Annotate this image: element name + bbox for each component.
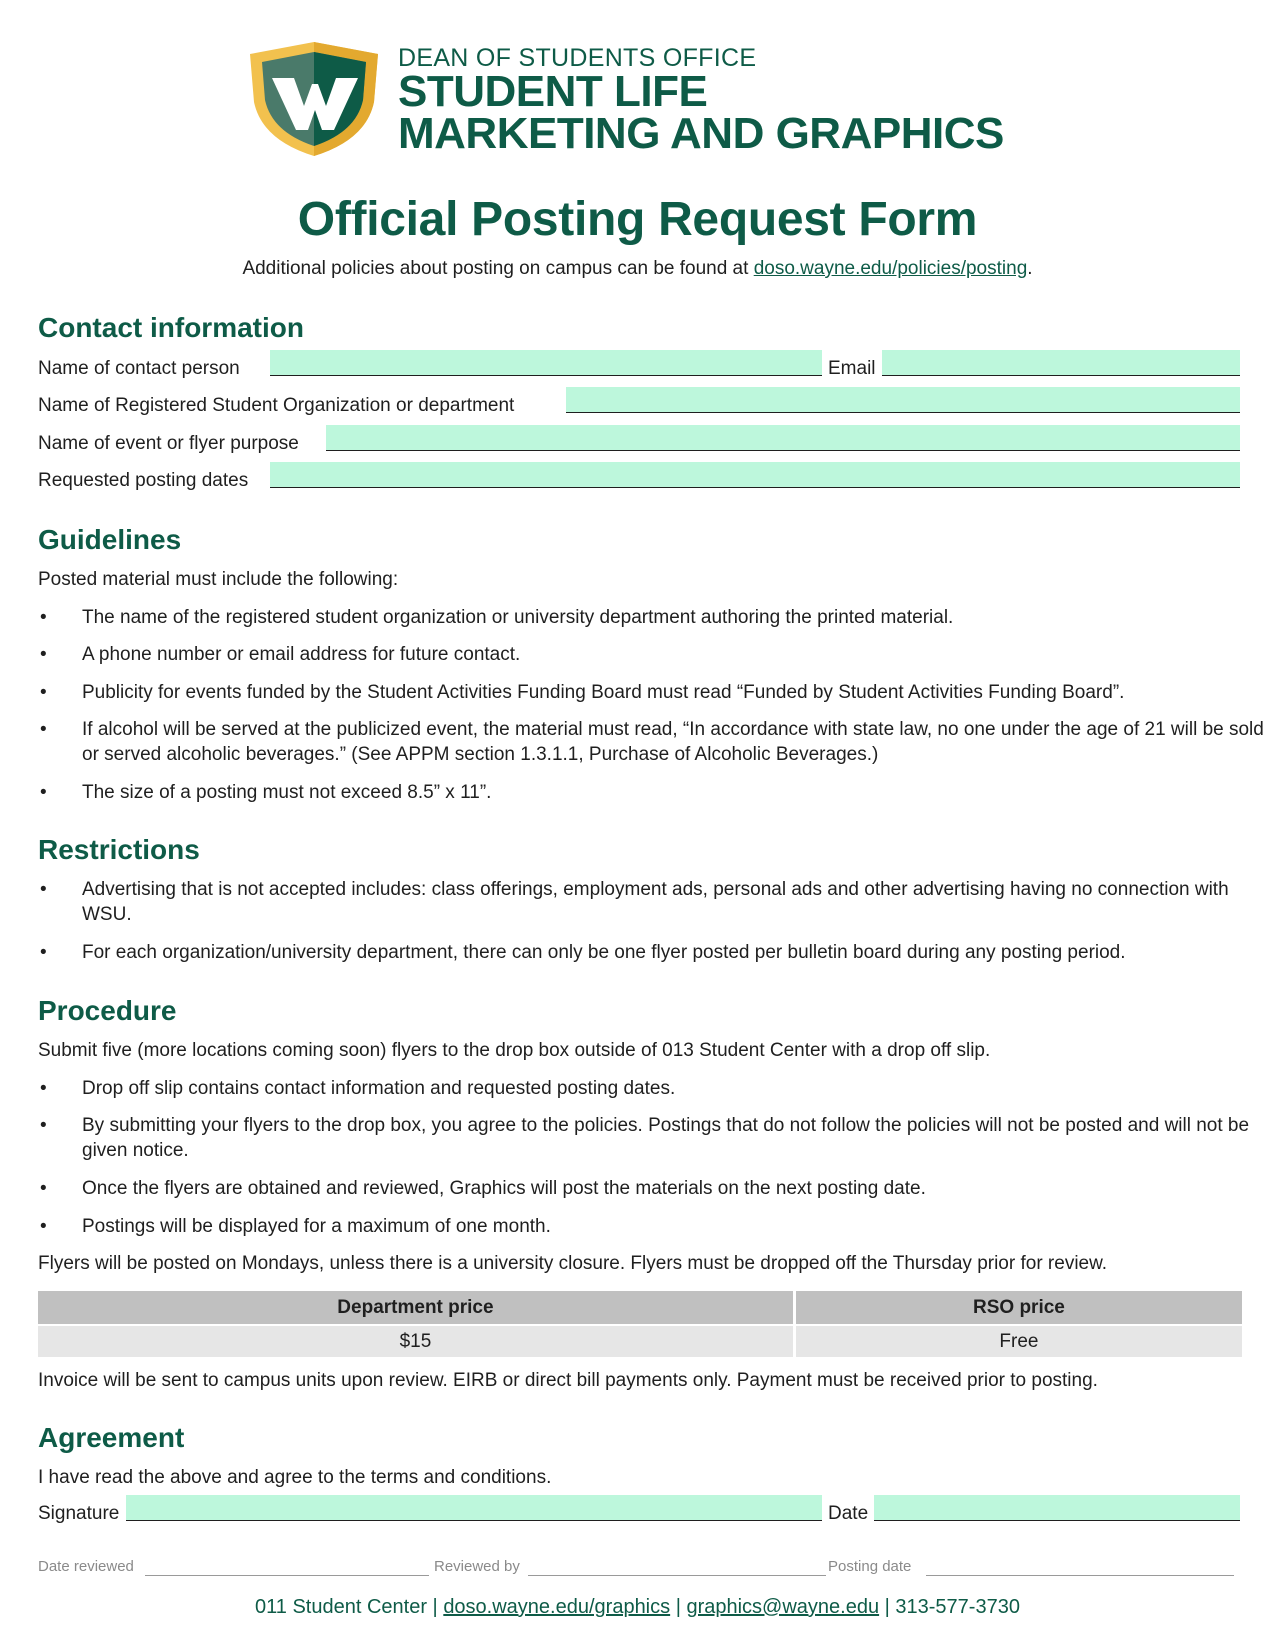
- agreement-date-field[interactable]: [874, 1495, 1240, 1521]
- contact-name-field[interactable]: [270, 350, 822, 376]
- list-item-text: Advertising that is not accepted includes: class offerings, employment ads, personal ads and other advertising having no connection with WSU.: [82, 879, 1229, 925]
- rso-price-header: RSO price: [794, 1291, 1242, 1325]
- signature-field[interactable]: [126, 1495, 822, 1521]
- brand-line-2: MARKETING AND GRAPHICS: [398, 109, 1004, 158]
- list-item-text: Postings will be displayed for a maximum of one month.: [82, 1216, 551, 1237]
- rso-price-value: Free: [794, 1325, 1242, 1357]
- list-item-text: If alcohol will be served at the publicized event, the material must read, “In accordance with state law, no one under the age of 21 will be sold or served alcoholic beverages.” (See APPM section 1.3.1.1, Purchase of Alcoholic Beverages.): [82, 719, 1264, 765]
- footer-sep: |: [427, 1596, 444, 1618]
- price-table: [38, 1291, 1242, 1357]
- footer-sep: |: [879, 1596, 896, 1618]
- event-field[interactable]: [326, 425, 1240, 451]
- list-item-text: Drop off slip contains contact information and requested posting dates.: [82, 1078, 676, 1099]
- guidelines-heading: Guidelines: [38, 524, 182, 555]
- agreement-date-label: Date: [828, 1503, 869, 1524]
- event-label: Name of event or flyer purpose: [38, 433, 299, 454]
- date-reviewed-label: Date reviewed: [38, 1558, 134, 1575]
- signature-label: Signature: [38, 1503, 120, 1524]
- brand-line-1: STUDENT LIFE: [398, 67, 708, 116]
- email-label: Email: [828, 358, 876, 379]
- page-title: Official Posting Request Form: [297, 193, 978, 246]
- restrictions-heading: Restrictions: [38, 834, 200, 865]
- footer-contact: [0, 1596, 1275, 1619]
- list-item-text: By submitting your flyers to the drop box, you agree to the policies. Postings that do not follow the policies will not be posted and will not be given notice.: [82, 1115, 1250, 1161]
- list-item-text: The size of a posting must not exceed 8.5” x 11”.: [82, 782, 492, 803]
- footer-website-link[interactable]: doso.wayne.edu/graphics: [443, 1596, 671, 1618]
- list-item-text: For each organization/university department, there can only be one flyer posted per bulletin board during any posting period.: [82, 942, 1126, 963]
- posting-date-label: Posting date: [828, 1558, 912, 1575]
- list-item-text: Publicity for events funded by the Student Activities Funding Board must read “Funded by Student Activities Funding Board”.: [82, 682, 1125, 703]
- org-field[interactable]: [566, 387, 1240, 413]
- footer-sep: |: [670, 1596, 687, 1618]
- procedure-heading: Procedure: [38, 995, 177, 1026]
- procedure-intro: Submit five (more locations coming soon) flyers to the drop box outside of 013 Student Center with a drop off slip.: [38, 1040, 991, 1061]
- payment-note: Invoice will be sent to campus units upon review. EIRB or direct bill payments only. Payment must be received prior to posting.: [38, 1370, 1098, 1391]
- department-price-header: Department price: [38, 1291, 794, 1325]
- office-name: DEAN OF STUDENTS OFFICE: [398, 44, 757, 72]
- footer-email-link[interactable]: graphics@wayne.edu: [686, 1596, 880, 1618]
- list-item-text: A phone number or email address for future contact.: [82, 644, 521, 665]
- reviewed-by-line[interactable]: [528, 1575, 826, 1576]
- subtitle: [0, 258, 1275, 280]
- agreement-statement: I have read the above and agree to the terms and conditions.: [38, 1467, 552, 1488]
- table-header-row: [38, 1291, 1242, 1325]
- reviewed-by-label: Reviewed by: [434, 1558, 520, 1575]
- dates-label: Requested posting dates: [38, 470, 249, 491]
- posting-schedule: Flyers will be posted on Mondays, unless there is a university closure. Flyers must be dropped off the Thursday prior for review.: [38, 1253, 1108, 1274]
- footer-phone: 313-577-3730: [895, 1596, 1020, 1618]
- org-label: Name of Registered Student Organization or department: [38, 395, 515, 416]
- footer-address: 011 Student Center: [255, 1596, 427, 1618]
- posting-date-line[interactable]: [926, 1575, 1234, 1576]
- agreement-heading: Agreement: [38, 1422, 185, 1453]
- brand-block: [398, 44, 1004, 156]
- contact-name-label: Name of contact person: [38, 358, 240, 379]
- list-item-text: The name of the registered student organization or university department authoring the printed material.: [82, 607, 954, 628]
- date-reviewed-line[interactable]: [145, 1575, 429, 1576]
- contact-heading: Contact information: [38, 312, 304, 343]
- dates-field[interactable]: [270, 462, 1240, 488]
- department-price-value: $15: [38, 1325, 794, 1357]
- policies-link[interactable]: doso.wayne.edu/policies/posting: [753, 258, 1028, 279]
- email-field[interactable]: [882, 350, 1240, 376]
- list-item-text: Once the flyers are obtained and reviewed, Graphics will post the materials on the next posting date.: [82, 1178, 926, 1199]
- wsu-shield-logo-icon: [246, 40, 382, 158]
- table-row: [38, 1325, 1242, 1357]
- guidelines-intro: Posted material must include the following:: [38, 569, 399, 590]
- subtitle-text: Additional policies about posting on campus can be found at: [242, 258, 754, 279]
- subtitle-period: .: [1027, 258, 1033, 279]
